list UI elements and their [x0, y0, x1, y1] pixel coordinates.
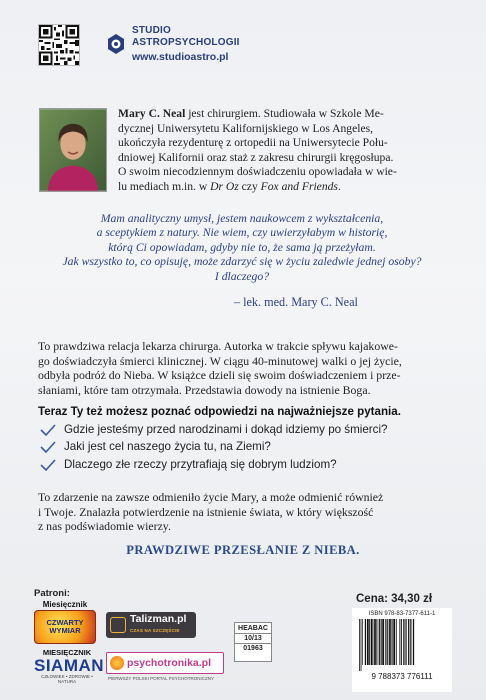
barcode-bar	[401, 619, 402, 665]
studio-url-link[interactable]: www.studioastro.pl	[132, 51, 229, 63]
psychotronika-logo	[106, 652, 224, 674]
barcode-bar	[369, 619, 370, 665]
talizman-mark-icon	[110, 617, 126, 633]
patron-name: Talizman.pl	[130, 613, 187, 625]
barcode-icon	[357, 617, 447, 681]
barcode-bar	[359, 619, 360, 671]
bio-connector: czy	[238, 179, 261, 193]
patron-subtitle: CZŁOWIEK • ZDROWIE • NATURA	[41, 674, 93, 684]
author-bio	[118, 107, 446, 195]
barcode-bar	[373, 619, 374, 665]
quote-line: którą Ci opowiadam, gdyby nie to, że sama ją przeżyłam.	[108, 240, 376, 254]
barcode-bar	[396, 619, 397, 665]
siaman-logo	[34, 648, 105, 684]
barcode-bar	[367, 619, 368, 665]
barcode-bar	[376, 619, 377, 665]
checkmark-icon	[40, 441, 56, 453]
barcode-bar	[371, 619, 373, 665]
patron-name: CZWARTY WYMIAR	[34, 610, 96, 644]
studio-name-line1: STUDIO	[132, 25, 171, 36]
talizman-logo	[106, 612, 196, 638]
barcode-bar	[389, 619, 390, 665]
questions-list	[40, 421, 450, 473]
isbn-barcode	[352, 608, 452, 692]
description-line: słaniami, które tam otrzymała. Przedstawia dowody na istnienie Boga.	[38, 382, 371, 397]
questions-lead: Teraz Ty też możesz poznać odpowiedzi na najważniejsze pytania.	[38, 405, 401, 418]
description-line: go doświadczyła śmierci klinicznej. W ciągu 40-minutowej walki o jej życie,	[38, 353, 402, 368]
closing-line: i Twoje. Znalazła potwierdzenie na istnienie świata, w który większość	[38, 504, 374, 519]
book-description	[38, 339, 448, 397]
barcode-bar	[405, 619, 406, 665]
question-text: Gdzie jesteśmy przed narodzinami i dokąd idziemy po śmierci?	[64, 423, 388, 436]
barcode-bar	[399, 619, 400, 665]
barcode-bar	[361, 619, 362, 671]
bio-connector: .	[337, 179, 341, 193]
barcode-bar	[394, 619, 395, 665]
list-item	[40, 456, 450, 473]
bio-line: dycznej Uniwersytetu Kalifornijskiego w Los Angeles,	[118, 121, 374, 135]
barcode-bar	[381, 619, 382, 665]
tv-show-name: Dr Oz	[210, 179, 239, 193]
patron-subtitle: PIERWSZY POLSKI PORTAL PSYCHOTRONICZNY	[108, 676, 215, 681]
closing-line: To zdarzenie na zawsze odmieniło życie Mary, a może odmienić również	[38, 490, 384, 504]
barcode-bar	[403, 619, 404, 665]
heabac-label	[234, 622, 272, 662]
patron-name: psychotronika.pl	[127, 657, 212, 669]
studio-name	[132, 25, 240, 49]
tagline: PRAWDZIWE PRZESŁANIE Z NIEBA.	[126, 543, 360, 557]
quote-attribution: – lek. med. Mary C. Neal	[234, 295, 358, 309]
patron-subtitle: CZAS NA SZCZĘŚCIE	[130, 628, 180, 633]
barcode-bar	[374, 619, 376, 665]
patron-type: MIESIĘCZNIK	[42, 648, 92, 657]
qr-code-icon[interactable]	[38, 24, 80, 66]
question-text: Jaki jest cel naszego życia tu, na Ziemi?	[64, 440, 271, 454]
quote-line: a sceptykiem z natury. Nie wiem, czy uwierzyłabym w historię,	[96, 226, 388, 240]
barcode-bar	[392, 619, 393, 665]
barcode-bar	[408, 619, 409, 665]
tv-show-name: Fox and Friends	[260, 179, 338, 193]
studio-name-line2: ASTROPSYCHOLOGII	[132, 37, 240, 48]
heabac-row: 10/13	[235, 634, 271, 644]
patrons-label: Patroni:	[34, 588, 70, 599]
author-photo	[39, 108, 107, 192]
bio-line: dniowej Kalifornii oraz staż z zakresu chirurgii kręgosłupa.	[118, 150, 394, 164]
quote-line: I dlaczego?	[214, 269, 270, 283]
list-item	[40, 421, 450, 438]
barcode-bar	[383, 619, 384, 665]
heabac-row: HEABAC	[235, 624, 271, 634]
barcode-bar	[385, 619, 386, 665]
sun-icon	[110, 656, 124, 670]
description-line: odbyła podróż do Nieba. W książce dzieli się swoim doświadczeniem i prze-	[38, 368, 401, 383]
closing-paragraph	[38, 490, 448, 534]
czwarty-wymiar-logo	[34, 600, 96, 644]
barcode-bar	[410, 619, 411, 665]
barcode-bar	[365, 619, 366, 665]
price-label: Cena: 34,30 zł	[356, 593, 433, 605]
barcode-bar	[378, 619, 379, 665]
barcode-bar	[362, 619, 363, 665]
bio-line: jest chirurgiem. Studiowała w Szkole Me-	[185, 107, 384, 120]
bio-line: lu mediach m.in. w	[118, 179, 211, 193]
description-line: To prawdziwa relacja lekarza chirurga. Autorka w trakcie spływu kajakowe-	[38, 339, 398, 353]
author-name: Mary C. Neal	[118, 107, 186, 120]
barcode-bar	[413, 619, 414, 665]
author-quote	[36, 212, 448, 284]
barcode-digits: 9 788373 776111	[371, 672, 433, 681]
checkmark-icon	[40, 459, 56, 471]
heabac-row: 01963	[243, 645, 263, 652]
isbn-text: ISBN 978-83-7377-611-1	[368, 611, 436, 617]
barcode-bar	[387, 619, 388, 665]
list-item	[40, 438, 450, 455]
bio-line: ukończyła rezydenturę z ortopedii na Uniwersytecie Połu-	[118, 136, 388, 150]
patron-name: SIAMAN	[34, 656, 105, 675]
patron-type: Miesięcznik	[42, 600, 88, 609]
question-text: Dlaczego złe rzeczy przytrafiają się dobrym ludziom?	[64, 457, 337, 471]
bio-line: O swoim niecodziennym doświadczeniu opowiadała w wie-	[118, 165, 397, 179]
checkmark-icon	[40, 424, 56, 436]
barcode-bar	[390, 619, 391, 665]
quote-line: Jak wszystko to, co opisuję, może zdarzyć się w życiu zaledwie jednej osoby?	[62, 255, 422, 269]
studio-logo-icon	[106, 33, 126, 55]
barcode-bar	[379, 619, 380, 665]
quote-line: Mam analityczny umysł, jestem naukowcem z wykształcenia,	[100, 212, 384, 225]
closing-line: z nas podświadomie wierzy.	[38, 519, 171, 534]
